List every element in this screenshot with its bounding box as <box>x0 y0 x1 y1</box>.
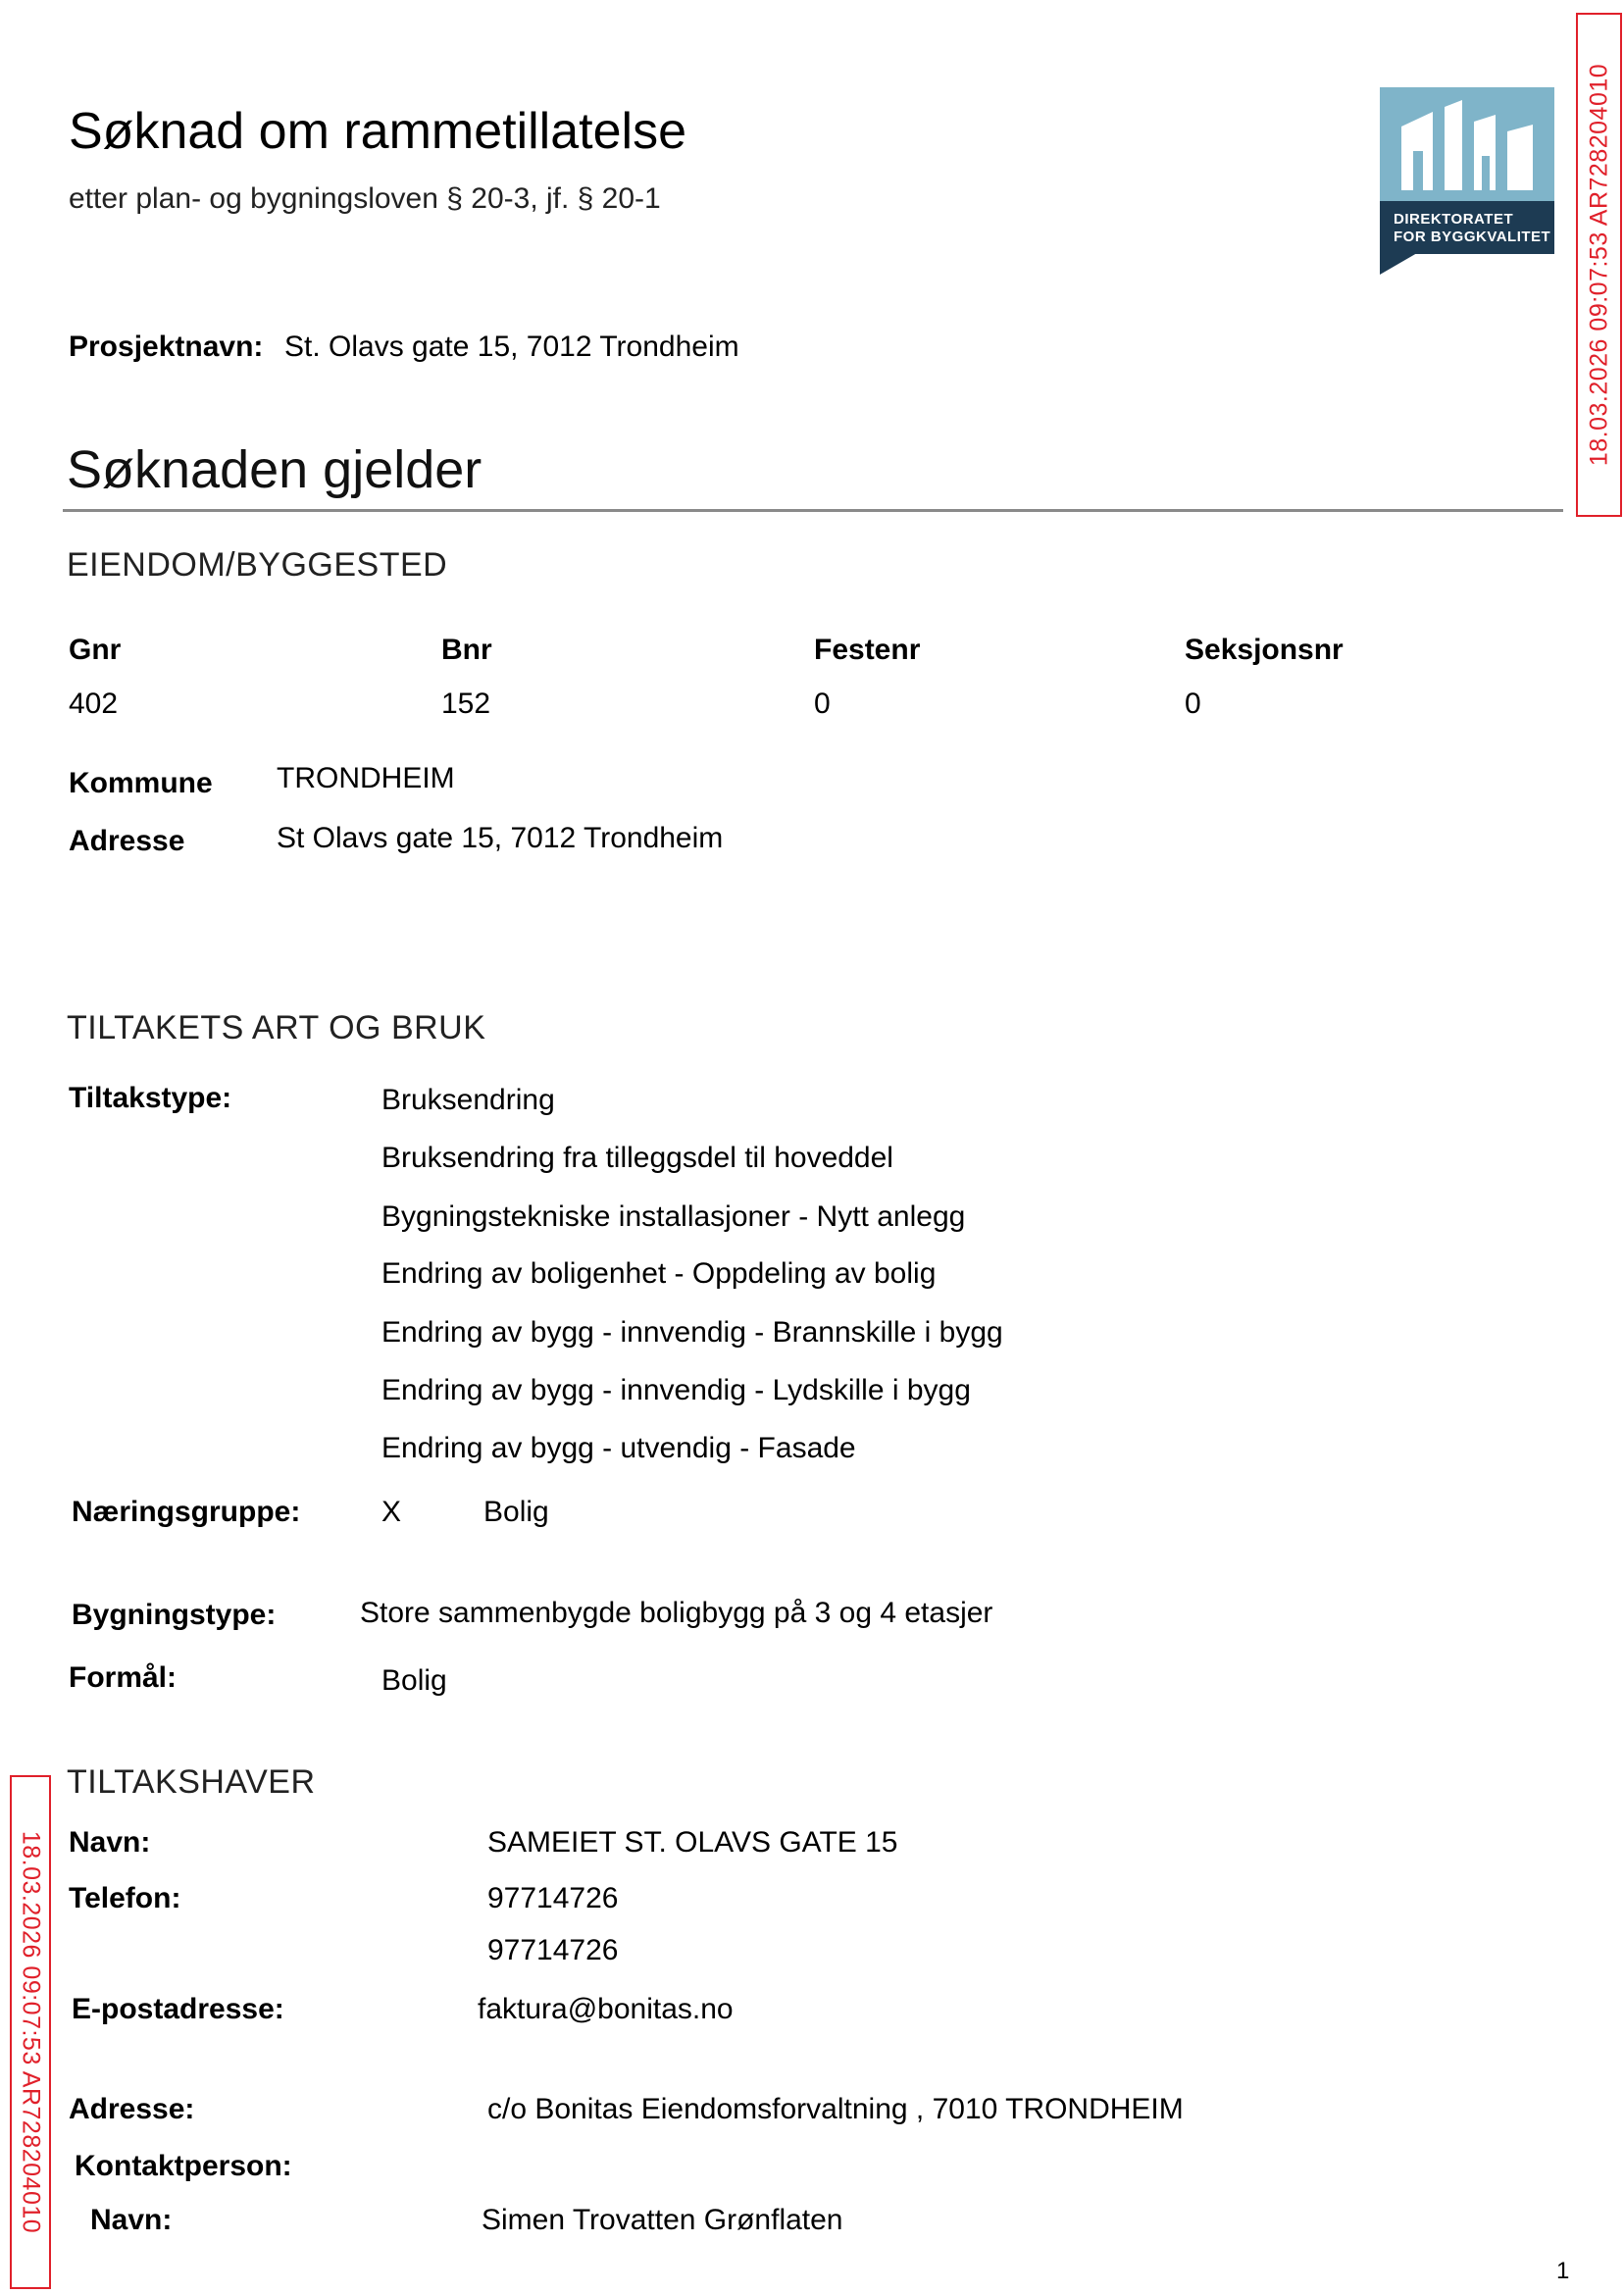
tiltakstype-item: Endring av bygg - utvendig - Fasade <box>381 1432 856 1464</box>
naeringsgruppe-code: X <box>381 1496 402 1528</box>
kontaktperson-label: Kontaktperson: <box>75 2150 292 2182</box>
gnr-value: 402 <box>69 688 119 720</box>
tiltakstype-item: Bruksendring <box>381 1084 555 1116</box>
adresse-label: Adresse <box>69 825 185 857</box>
telefon-label: Telefon: <box>69 1882 181 1914</box>
tiltakshaver-adresse-value: c/o Bonitas Eiendomsforvaltning , 7010 TRONDHEIM <box>487 2093 1184 2125</box>
festenr-label: Festenr <box>814 634 921 666</box>
adresse-value: St Olavs gate 15, 7012 Trondheim <box>277 822 724 854</box>
bygningstype-value: Store sammenbygde boligbygg på 3 og 4 etasjer <box>360 1597 993 1629</box>
stamp-text: 18.03.2026 09:07:53 AR728204010 <box>17 1830 45 2234</box>
tiltakstype-item: Endring av boligenhet - Oppdeling av bolig <box>381 1257 937 1290</box>
project-label: Prosjektnavn: <box>69 331 264 363</box>
naeringsgruppe-label: Næringsgruppe: <box>72 1496 301 1528</box>
bygningstype-label: Bygningstype: <box>72 1599 277 1631</box>
document-subtitle: etter plan- og bygningsloven § 20-3, jf. § 20-1 <box>69 182 661 215</box>
telefon-value: 97714726 <box>487 1934 619 1966</box>
seksjonsnr-label: Seksjonsnr <box>1185 634 1344 666</box>
section-heading: Søknaden gjelder <box>67 440 482 499</box>
gnr-label: Gnr <box>69 634 122 666</box>
kontakt-navn-value: Simen Trovatten Grønflaten <box>482 2204 843 2236</box>
section-divider <box>63 509 1563 512</box>
kommune-label: Kommune <box>69 767 213 799</box>
tiltakstype-label: Tiltakstype: <box>69 1082 232 1114</box>
naeringsgruppe-value: Bolig <box>483 1496 549 1528</box>
formal-label: Formål: <box>69 1661 178 1694</box>
dibk-logo-mark-icon <box>1394 97 1541 195</box>
tiltakstype-item: Bygningstekniske installasjoner - Nytt anlegg <box>381 1200 966 1233</box>
page-number: 1 <box>1556 2258 1570 2284</box>
logo-line2: FOR BYGGKVALITET <box>1394 229 1551 245</box>
seksjonsnr-value: 0 <box>1185 688 1201 720</box>
navn-label: Navn: <box>69 1826 151 1859</box>
festenr-value: 0 <box>814 688 831 720</box>
stamp-text: 18.03.2026 09:07:53 AR728204010 <box>1585 63 1612 467</box>
tiltak-heading: TILTAKETS ART OG BRUK <box>67 1009 486 1046</box>
epost-label: E-postadresse: <box>72 1993 284 2025</box>
timestamp-stamp-right <box>1576 13 1622 517</box>
epost-value: faktura@bonitas.no <box>478 1993 734 2025</box>
tiltakstype-item: Endring av bygg - innvendig - Brannskille i bygg <box>381 1316 1003 1349</box>
project-name: St. Olavs gate 15, 7012 Trondheim <box>284 331 739 363</box>
tiltakstype-item: Bruksendring fra tilleggsdel til hoveddel <box>381 1142 893 1174</box>
tiltakshaver-adresse-label: Adresse: <box>69 2093 195 2125</box>
bnr-label: Bnr <box>441 634 492 666</box>
formal-value: Bolig <box>381 1664 447 1697</box>
telefon-value: 97714726 <box>487 1882 619 1914</box>
tiltakstype-item: Endring av bygg - innvendig - Lydskille i bygg <box>381 1374 971 1406</box>
tiltakshaver-heading: TILTAKSHAVER <box>67 1763 316 1801</box>
logo-line1: DIREKTORATET <box>1394 211 1514 228</box>
logo-tail <box>1380 253 1417 275</box>
eiendom-heading: EIENDOM/BYGGESTED <box>67 546 448 584</box>
document-title: Søknad om rammetillatelse <box>69 103 686 160</box>
bnr-value: 152 <box>441 688 491 720</box>
navn-value: SAMEIET ST. OLAVS GATE 15 <box>487 1826 898 1859</box>
timestamp-stamp-left <box>10 1775 51 2289</box>
kontakt-navn-label: Navn: <box>90 2204 173 2236</box>
kommune-value: TRONDHEIM <box>277 762 455 794</box>
dibk-logo <box>1380 87 1554 254</box>
